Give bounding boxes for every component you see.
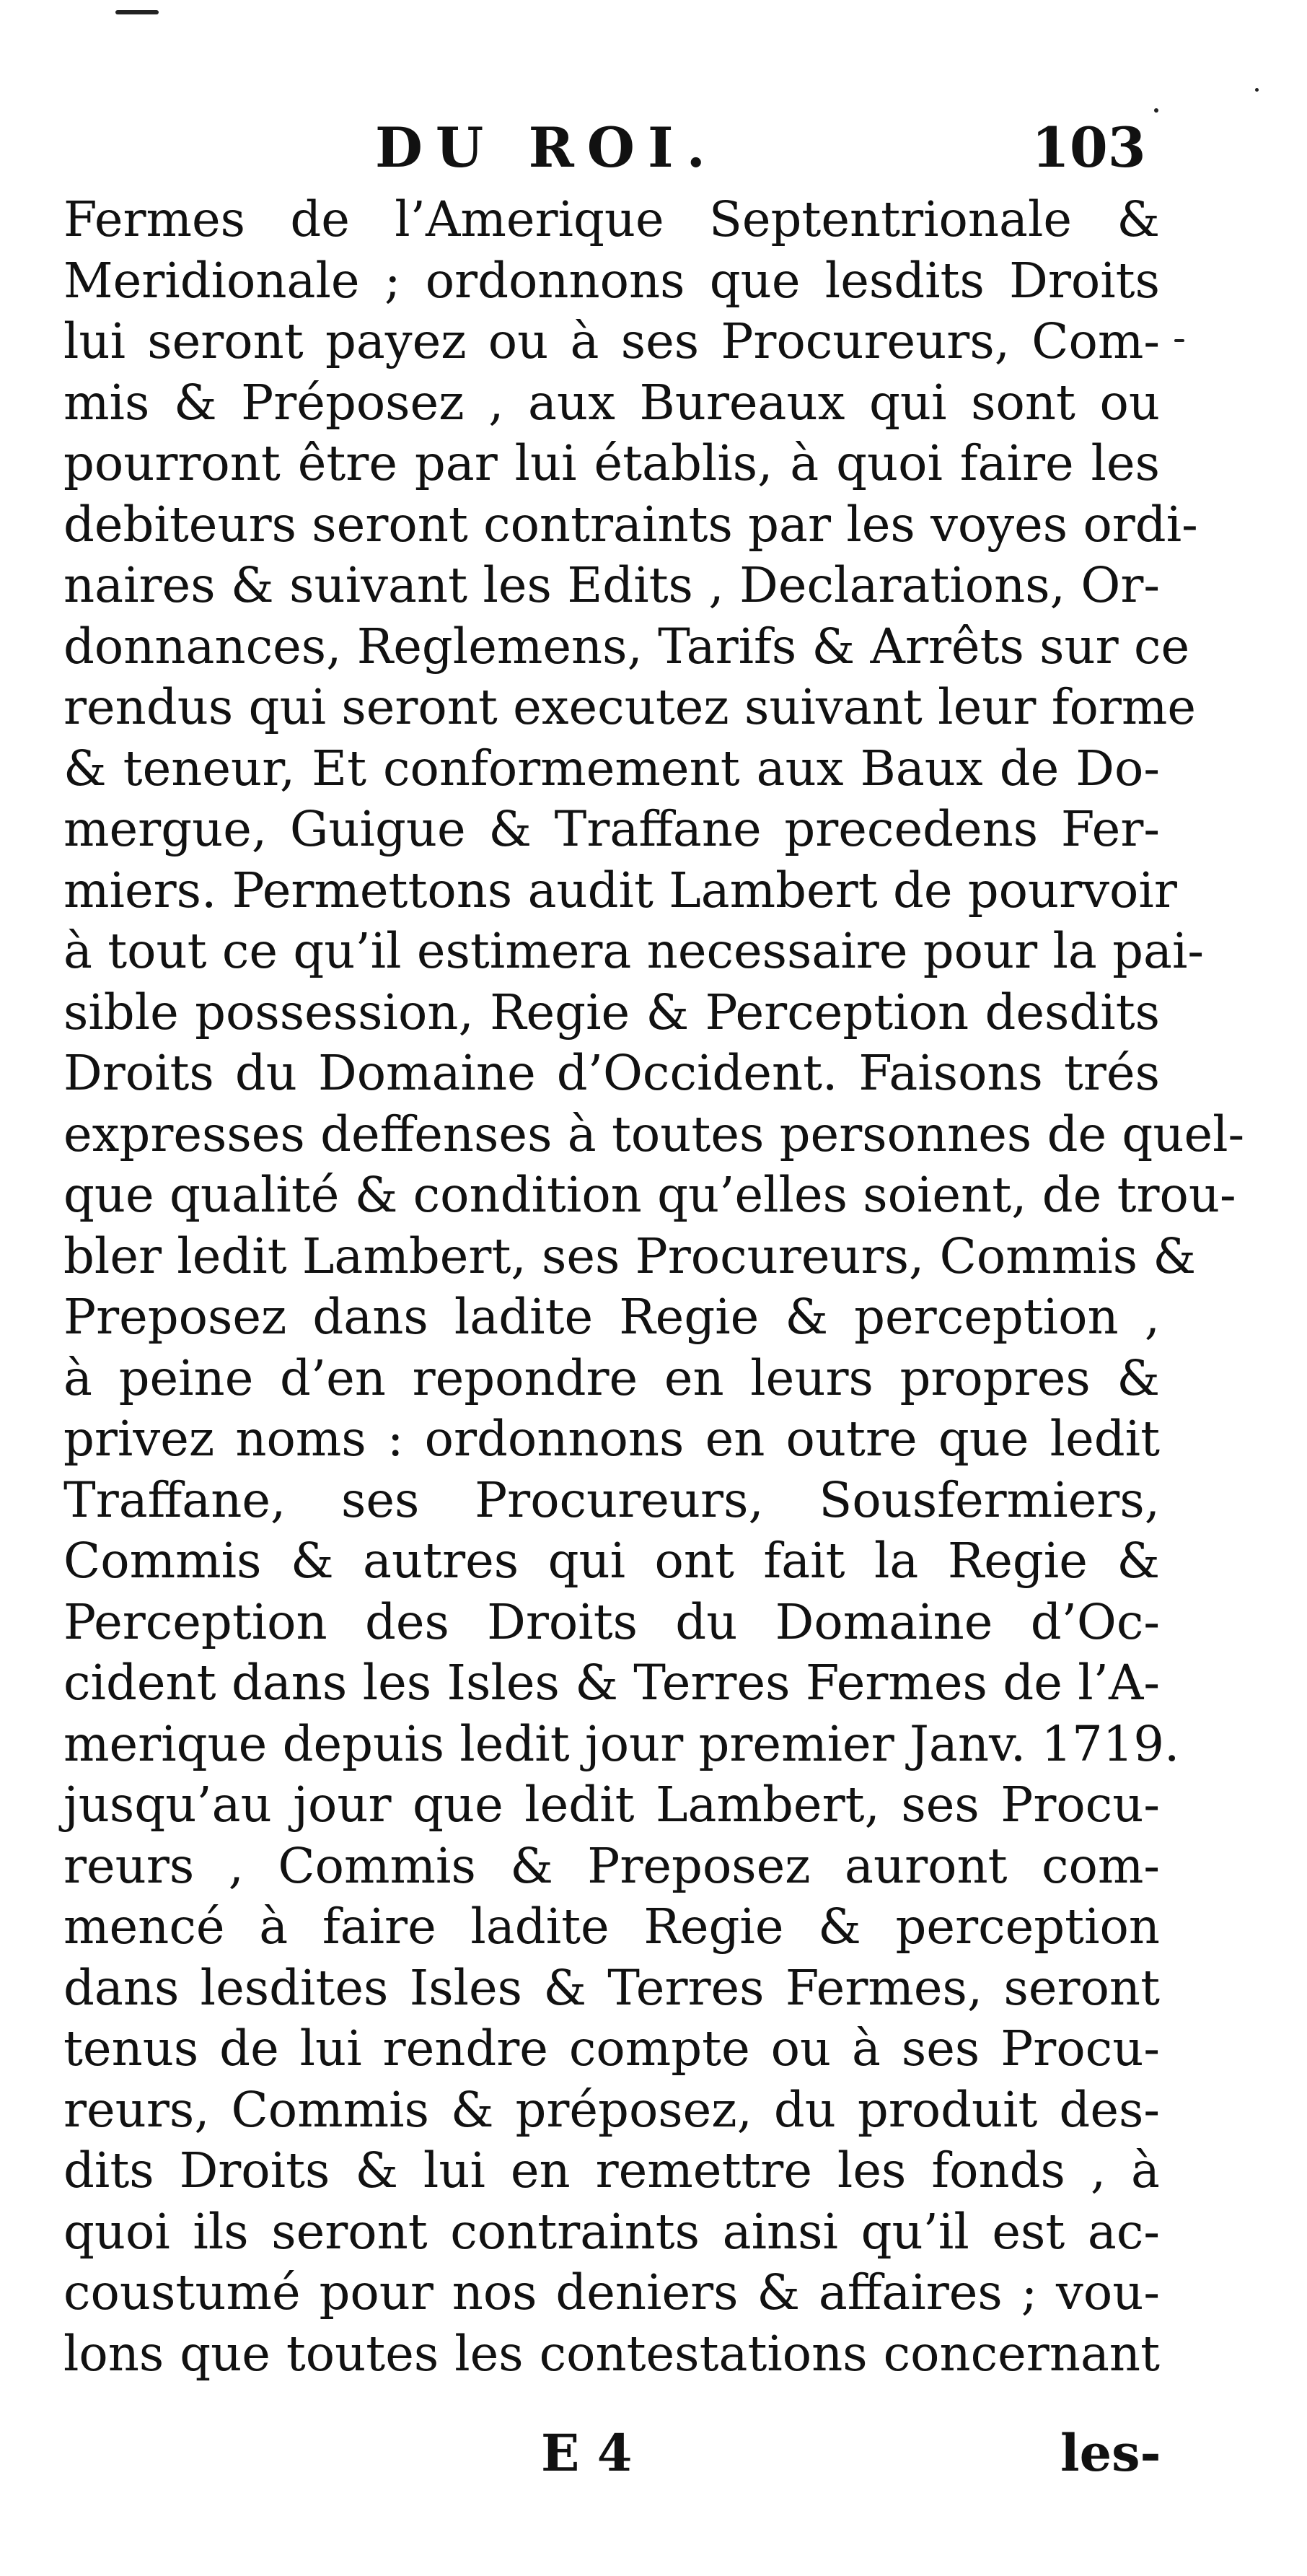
text-line: jusqu’au jour que ledit Lambert, ses Procu- (63, 1777, 1160, 1833)
text-line: Fermes de l’Amerique Septentrionale & (63, 191, 1160, 247)
text-line: merique depuis ledit jour premier Janv. 1719. (63, 1715, 1180, 1772)
text-line: lons que toutes les contestations concernant (63, 2325, 1160, 2382)
page-footer (0, 2423, 1307, 2495)
text-line: Perception des Droits du Domaine d’Oc- (63, 1593, 1160, 1650)
text-line: quoi ils seront contraints ainsi qu’il est ac- (63, 2203, 1160, 2260)
page-number: 103 (1031, 115, 1146, 180)
body-text (63, 189, 1245, 2384)
text-line: tenus de lui rendre compte ou à ses Procu- (63, 2020, 1160, 2077)
text-line: miers. Permettons audit Lambert de pourvoir (63, 862, 1177, 919)
text-line: Droits du Domaine d’Occident. Faisons trés (63, 1045, 1160, 1101)
text-line: reurs , Commis & Preposez auront com- (63, 1837, 1160, 1894)
text-line: privez noms : ordonnons en outre que ledit (63, 1411, 1160, 1467)
text-line: mis & Préposez , aux Bureaux qui sont ou (63, 374, 1160, 431)
text-line: à peine d’en repondre en leurs propres & (63, 1349, 1160, 1406)
running-title: DU ROI. (375, 115, 719, 180)
ink-speck (115, 10, 159, 14)
text-line: rendus qui seront executez suivant leur forme (63, 679, 1197, 735)
ink-speck (1255, 88, 1259, 92)
text-line: lui seront payez ou à ses Procureurs, Com- (63, 313, 1160, 369)
text-line: pourront être par lui établis, à quoi faire les (63, 435, 1160, 491)
signature-mark: E 4 (541, 2423, 633, 2483)
text-line: coustumé pour nos deniers & affaires ; vou- (63, 2264, 1160, 2321)
catchword: les- (1060, 2423, 1161, 2483)
text-line: naires & suivant les Edits , Declarations, Or- (63, 557, 1160, 613)
text-line: cident dans les Isles & Terres Fermes de l’A- (63, 1655, 1160, 1711)
ink-speck (1174, 339, 1184, 342)
text-line: donnances, Reglemens, Tarifs & Arrêts sur ce (63, 618, 1190, 675)
text-line: Meridionale ; ordonnons que lesdits Droits (63, 252, 1160, 309)
text-line: sible possession, Regie & Perception desdits (63, 983, 1160, 1041)
text-line: Commis & autres qui ont fait la Regie & (63, 1533, 1160, 1589)
text-line: Preposez dans ladite Regie & perception , (63, 1289, 1160, 1345)
text-line: debiteurs seront contraints par les voyes ordi- (63, 496, 1198, 553)
text-line: dits Droits & lui en remettre les fonds , à (63, 2142, 1160, 2199)
text-line: que qualité & condition qu’elles soient, de trou- (63, 1167, 1236, 1223)
text-line: mencé à faire ladite Regie & perception (63, 1898, 1160, 1955)
text-line: & teneur, Et conformement aux Baux de Do- (63, 740, 1160, 797)
ink-speck (1154, 108, 1158, 113)
text-line: Traffane, ses Procureurs, Sousfermiers, (63, 1471, 1160, 1528)
text-line: expresses deffenses à toutes personnes de quel- (63, 1105, 1245, 1162)
text-line: bler ledit Lambert, ses Procureurs, Commis & (63, 1227, 1197, 1284)
text-line: dans lesdites Isles & Terres Fermes, seront (63, 1959, 1160, 2016)
text-line: reurs, Commis & préposez, du produit des- (63, 2081, 1160, 2138)
text-line: à tout ce qu’il estimera necessaire pour la pai- (63, 923, 1205, 979)
text-line: mergue, Guigue & Traffane precedens Fer- (63, 801, 1160, 857)
